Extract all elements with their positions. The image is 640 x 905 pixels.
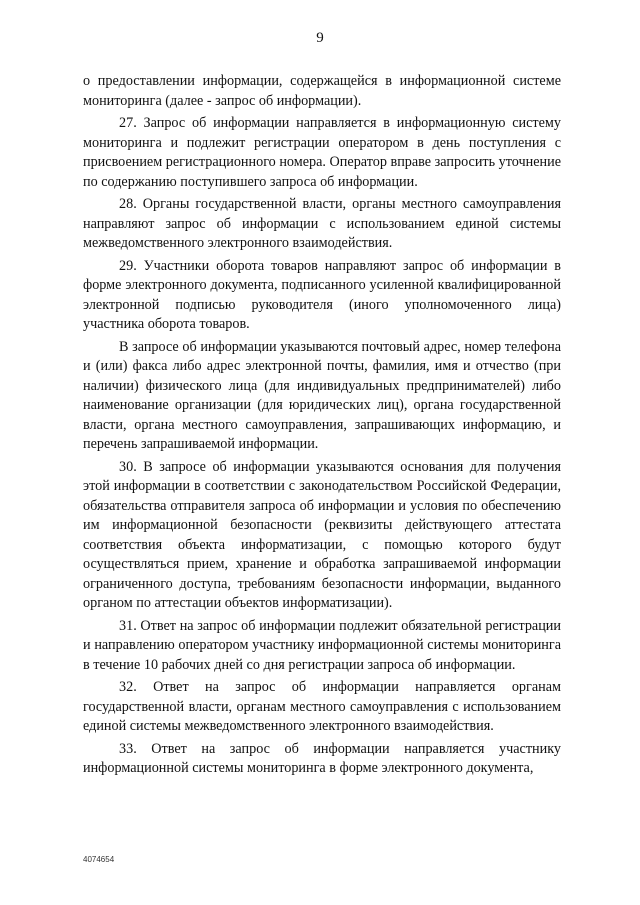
page-number: 9 [316, 30, 324, 46]
paragraph-33: 33. Ответ на запрос об информации направляется участнику информационной системы мониторинга в форме электронного документа, [83, 740, 561, 776]
paragraph-29: 29. Участники оборота товаров направляют запрос об информации в форме электронного документа, подписанного усиленной квалифицированной электронной подписью руководителя (иного уполномоченного лица) участника оборота товаров. [83, 257, 561, 332]
paragraph-28: 28. Органы государственной власти, органы местного самоуправления направляют запрос об информации с использованием единой системы межведомственного электронного взаимодействия. [83, 196, 561, 251]
document-code: 4074654 [83, 855, 115, 864]
paragraph-30: 30. В запросе об информации указываются основания для получения этой информации в соответствии с законодательством Российской Федерации, обязательства отправителя запроса об информации и условия по обеспечению им информационной безопасности (реквизиты действующего аттестата соответствия объекта информатизации, с помощью которого будут осуществляться прием, хранение и обработка запрашиваемой информации ограниченного доступа, требованиям безопасности информации, выданного органом по аттестации объектов информатизации). [83, 458, 561, 611]
paragraph-continuation: о предоставлении информации, содержащейся в информационной системе мониторинга (далее - запрос об информации). [83, 73, 561, 109]
document-body [83, 72, 561, 782]
paragraph-32: 32. Ответ на запрос об информации направляется органам государственной власти, органам местного самоуправления с использованием единой системы межведомственного электронного взаимодействия. [83, 679, 561, 734]
paragraph-31: 31. Ответ на запрос об информации подлежит обязательной регистрации и направлению оператором участнику информационной системы мониторинга в течение 10 рабочих дней со дня регистрации запроса об информации. [83, 617, 561, 673]
paragraph-27: 27. Запрос об информации направляется в информационную систему мониторинга и подлежит регистрации оператором в день поступления с присвоением регистрационного номера. Оператор вправе запросить уточнение по содержанию поступившего запроса об информации. [83, 115, 561, 190]
paragraph-29-details: В запросе об информации указываются почтовый адрес, номер телефона и (или) факса либо адрес электронной почты, фамилия, имя и отчество (при наличии) физического лица (для индивидуальных предпринимателей) либо наименование организации (для юридических лиц), органа государственной власти, органа местного самоуправления, запрашивающих информацию, и перечень запрашиваемой информации. [83, 338, 561, 452]
